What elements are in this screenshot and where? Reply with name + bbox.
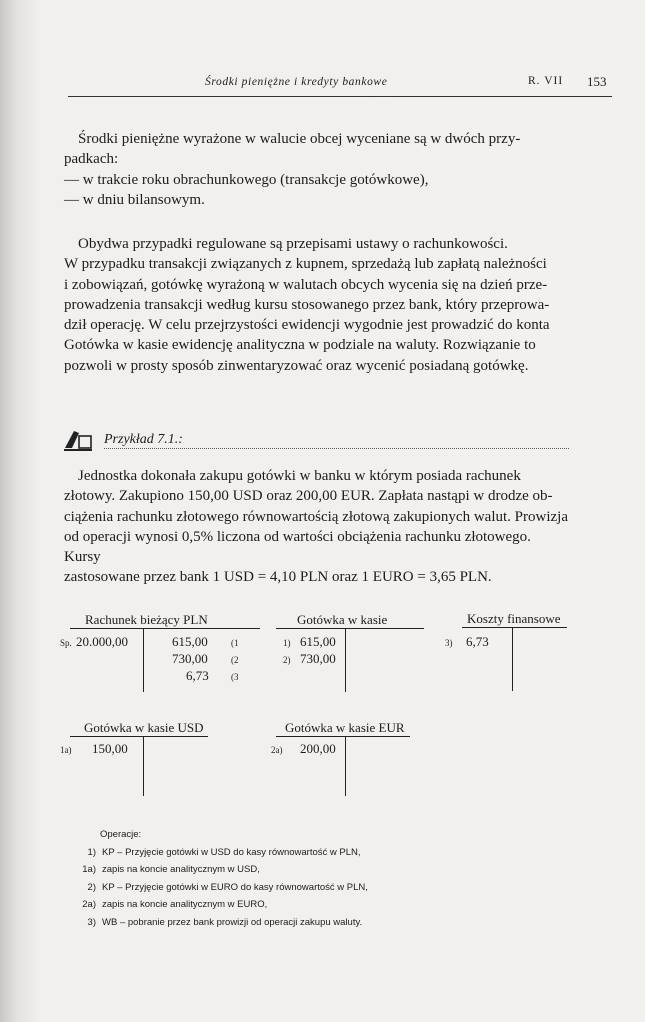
operation-item [76,879,368,897]
dotted-rule [104,448,569,449]
operation-ref: 1) [87,846,96,858]
paragraph-line: Gotówka w kasie ewidencję analityczna w podziale na waluty. Rozwiązanie to [64,337,536,354]
operation-ref: 3) [87,916,96,928]
account-title: Rachunek bieżący PLN [85,612,208,627]
paragraph-line: W przypadku transakcji związanych z kupnem, sprzedażą lub zapłatą należności [64,256,547,273]
intro-line: Środki pieniężne wyrażone w walucie obcej wyceniane są w dwóch przy- [78,131,521,147]
list-item: — w dniu bilansowym. [64,191,205,208]
intro-line: padkach: [64,151,119,168]
operation-item [76,861,260,879]
operation-text: WB – pobranie przez bank prowizji od operacji zakupu waluty. [102,916,363,928]
paragraph-line: pozwoli w prosty sposób zinwentaryzować oraz wycenić posiadaną gotówkę. [64,357,529,374]
t-line-vertical [143,628,144,692]
operation-mark: (3 [231,672,239,682]
operation-ref: 2a) [82,899,96,910]
debit-amount: 6,73 [466,634,489,649]
paragraph-line: Jednostka dokonała zakupu gotówki w banku w którym posiada rachunek [78,468,521,484]
debit-amount: 730,00 [300,651,336,666]
writing-hand-icon [62,428,94,452]
operation-mark: (1 [231,638,239,648]
account-title: Koszty finansowe [467,611,561,626]
operation-text: KP – Przyjęcie gotówki w USD do kasy równowartość w PLN, [102,846,361,858]
example-paragraph [64,466,568,588]
operation-ref: 1a) [82,864,96,875]
credit-amount: 730,00 [172,651,208,666]
operation-ref: 2) [87,881,96,893]
operation-text: zapis na koncie analitycznym w USD, [102,864,260,875]
paragraph-line: złotowy. Zakupiono 150,00 USD oraz 200,00 EUR. Zapłata nastąpi w drodze ob- [64,488,553,505]
debit-amount: 200,00 [300,741,336,756]
operation-item [76,896,268,914]
t-line-horizontal [462,627,567,628]
list-item: — w trakcie roku obrachunkowego (transakcje gotówkowe), [64,171,429,188]
t-line-horizontal [276,628,424,629]
paragraph-line: prowadzenia transakcji według kursu stosowanego przez bank, który przeprowa- [64,296,550,313]
operation-mark: 1) [283,638,291,648]
example-label: Przykład 7.1.: [104,432,183,447]
account-title: Gotówka w kasie [297,612,388,627]
intro-paragraph [64,129,568,210]
paragraph-line: i zobowiązań, gotówkę wyrażoną w walutach obcych wycenia się na dzień prze- [64,276,548,293]
example-header [62,428,572,454]
debit-amount: 150,00 [92,741,128,756]
operations-heading: Operacje: [100,829,142,840]
running-header-title: Środki pieniężne i kredyty bankowe [205,76,388,88]
t-line-vertical [143,736,144,796]
t-line-vertical [345,628,346,692]
page-number: 153 [587,74,607,89]
operation-mark: (2 [231,655,239,665]
paragraph-line: dził operację. W celu przejrzystości ewidencji wygodnie jest prowadzić do konta [64,317,550,334]
account-title: Gotówka w kasie USD [84,720,204,735]
debit-amount: 20.000,00 [76,634,128,649]
operation-item [76,914,363,932]
operation-text: KP – Przyjęcie gotówki w EURO do kasy równowartość w PLN, [102,881,368,893]
paragraph-line: zastosowane przez bank 1 USD = 4,10 PLN oraz 1 EURO = 3,65 PLN. [64,569,492,586]
account-title: Gotówka w kasie EUR [285,720,405,735]
t-line-vertical [345,736,346,796]
paragraph-line: od operacji wynosi 0,5% liczona od wartości obciążenia rachunku złotowego. Kursy [64,528,531,566]
opening-balance-mark: Sp. [60,638,72,648]
chapter-label: R. VII [528,75,564,87]
header-rule [68,96,612,97]
operation-item [76,844,361,862]
t-line-vertical [512,627,513,691]
credit-amount: 6,73 [186,668,209,683]
operation-mark: 2a) [271,745,283,755]
operation-mark: 3) [445,638,453,648]
paragraph-line: Obydwa przypadki regulowane są przepisami ustawy o rachunkowości. [78,236,508,252]
paragraph-line: ciążenia rachunku złotowego równowartością złotową zakupionych walut. Prowizja [64,508,568,525]
operations-legend [76,826,368,931]
operation-mark: 1a) [60,745,72,755]
credit-amount: 615,00 [172,634,208,649]
t-line-horizontal [70,628,260,629]
t-line-horizontal [70,736,208,737]
accounting-paragraph [64,234,568,376]
operation-text: zapis na koncie analitycznym w EURO, [102,899,268,910]
debit-amount: 615,00 [300,634,336,649]
operation-mark: 2) [283,655,291,665]
t-line-horizontal [276,736,410,737]
